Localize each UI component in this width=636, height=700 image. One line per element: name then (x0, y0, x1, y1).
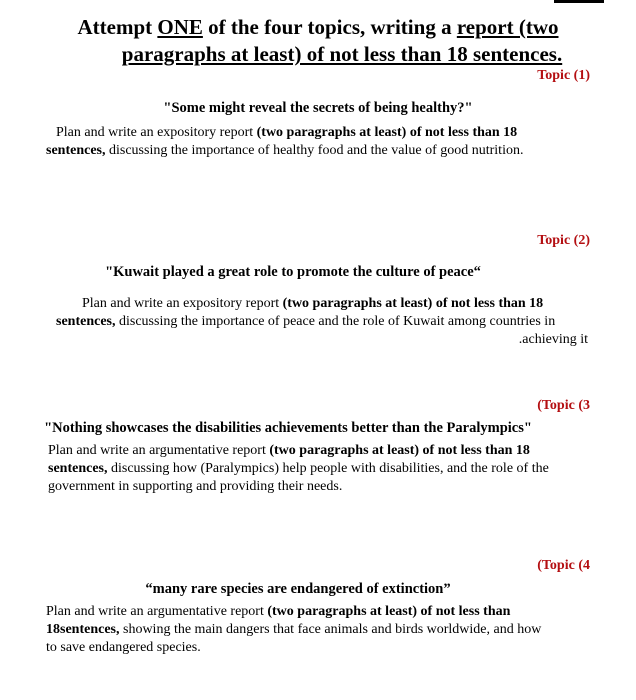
topic-4-prefix: Plan and write an argumentative report (46, 604, 268, 619)
topic-4-title: “many rare species are endangered of extinction” (145, 581, 451, 597)
topic-1-rest: discussing the importance of healthy food and the value of good nutrition. (105, 143, 524, 158)
topic-1-bold-2: sentences, (46, 143, 106, 158)
page-heading (40, 14, 596, 68)
topic-2-label: Topic (2) (537, 233, 590, 248)
top-edge-bar (554, 0, 604, 3)
topic-2-title: "Kuwait played a great role to promote the culture of peace“ (105, 264, 481, 280)
heading-one: ONE (157, 15, 203, 39)
topic-4-label: (Topic (4 (537, 558, 590, 573)
topic-1-paragraph (46, 124, 524, 160)
heading-text: Attempt (77, 15, 158, 39)
topic-3-title: "Nothing showcases the disabilities achievements better than the Paralympics" (44, 420, 532, 436)
topic-3-label: (Topic (3 (537, 398, 590, 413)
topic-3-prefix: Plan and write an argumentative report (48, 443, 270, 458)
topic-1-bold: (two paragraphs at least) of not less than 18 (256, 125, 518, 140)
topic-2-rest: discussing the importance of peace and the role of Kuwait among countries in (115, 314, 556, 329)
topic-2-prefix: Plan and write an expository report (82, 296, 283, 311)
topic-4-bold: (two paragraphs at least) of not less than (267, 604, 511, 619)
topic-1-label: Topic (1) (537, 68, 590, 83)
topic-1-title: "Some might reveal the secrets of being healthy?" (163, 100, 473, 116)
topic-2-paragraph (56, 295, 588, 349)
heading-report: report (two (456, 15, 559, 39)
heading-line-2-text: paragraphs at least) of not less than 18 sentences. (121, 42, 563, 66)
topic-3-rest: discussing how (Paralympics) help people with disabilities, and the role of the (107, 461, 549, 476)
topic-4-paragraph (46, 603, 541, 657)
topic-3-paragraph (48, 442, 549, 496)
topic-3-rest-2: government in supporting and providing their needs. (48, 479, 343, 494)
topic-3-bold: (two paragraphs at least) of not less than 18 (269, 443, 530, 458)
topic-4-bold-2: 18sentences, (46, 622, 120, 637)
heading-line-2 (40, 41, 596, 68)
topic-2-bold: (two paragraphs at least) of not less than 18 (282, 296, 544, 311)
heading-text-2: of the four topics, writing a (202, 15, 457, 39)
topic-1-prefix: Plan and write an expository report (56, 125, 257, 140)
topic-3-bold-2: sentences, (48, 461, 108, 476)
topic-4-rest-2: to save endangered species. (46, 640, 201, 655)
topic-2-rest-2: .achieving it (518, 332, 588, 347)
topic-4-rest: showing the main dangers that face animals and birds worldwide, and how (119, 622, 542, 637)
topic-2-bold-2: sentences, (56, 314, 116, 329)
heading-line-1 (40, 14, 596, 41)
